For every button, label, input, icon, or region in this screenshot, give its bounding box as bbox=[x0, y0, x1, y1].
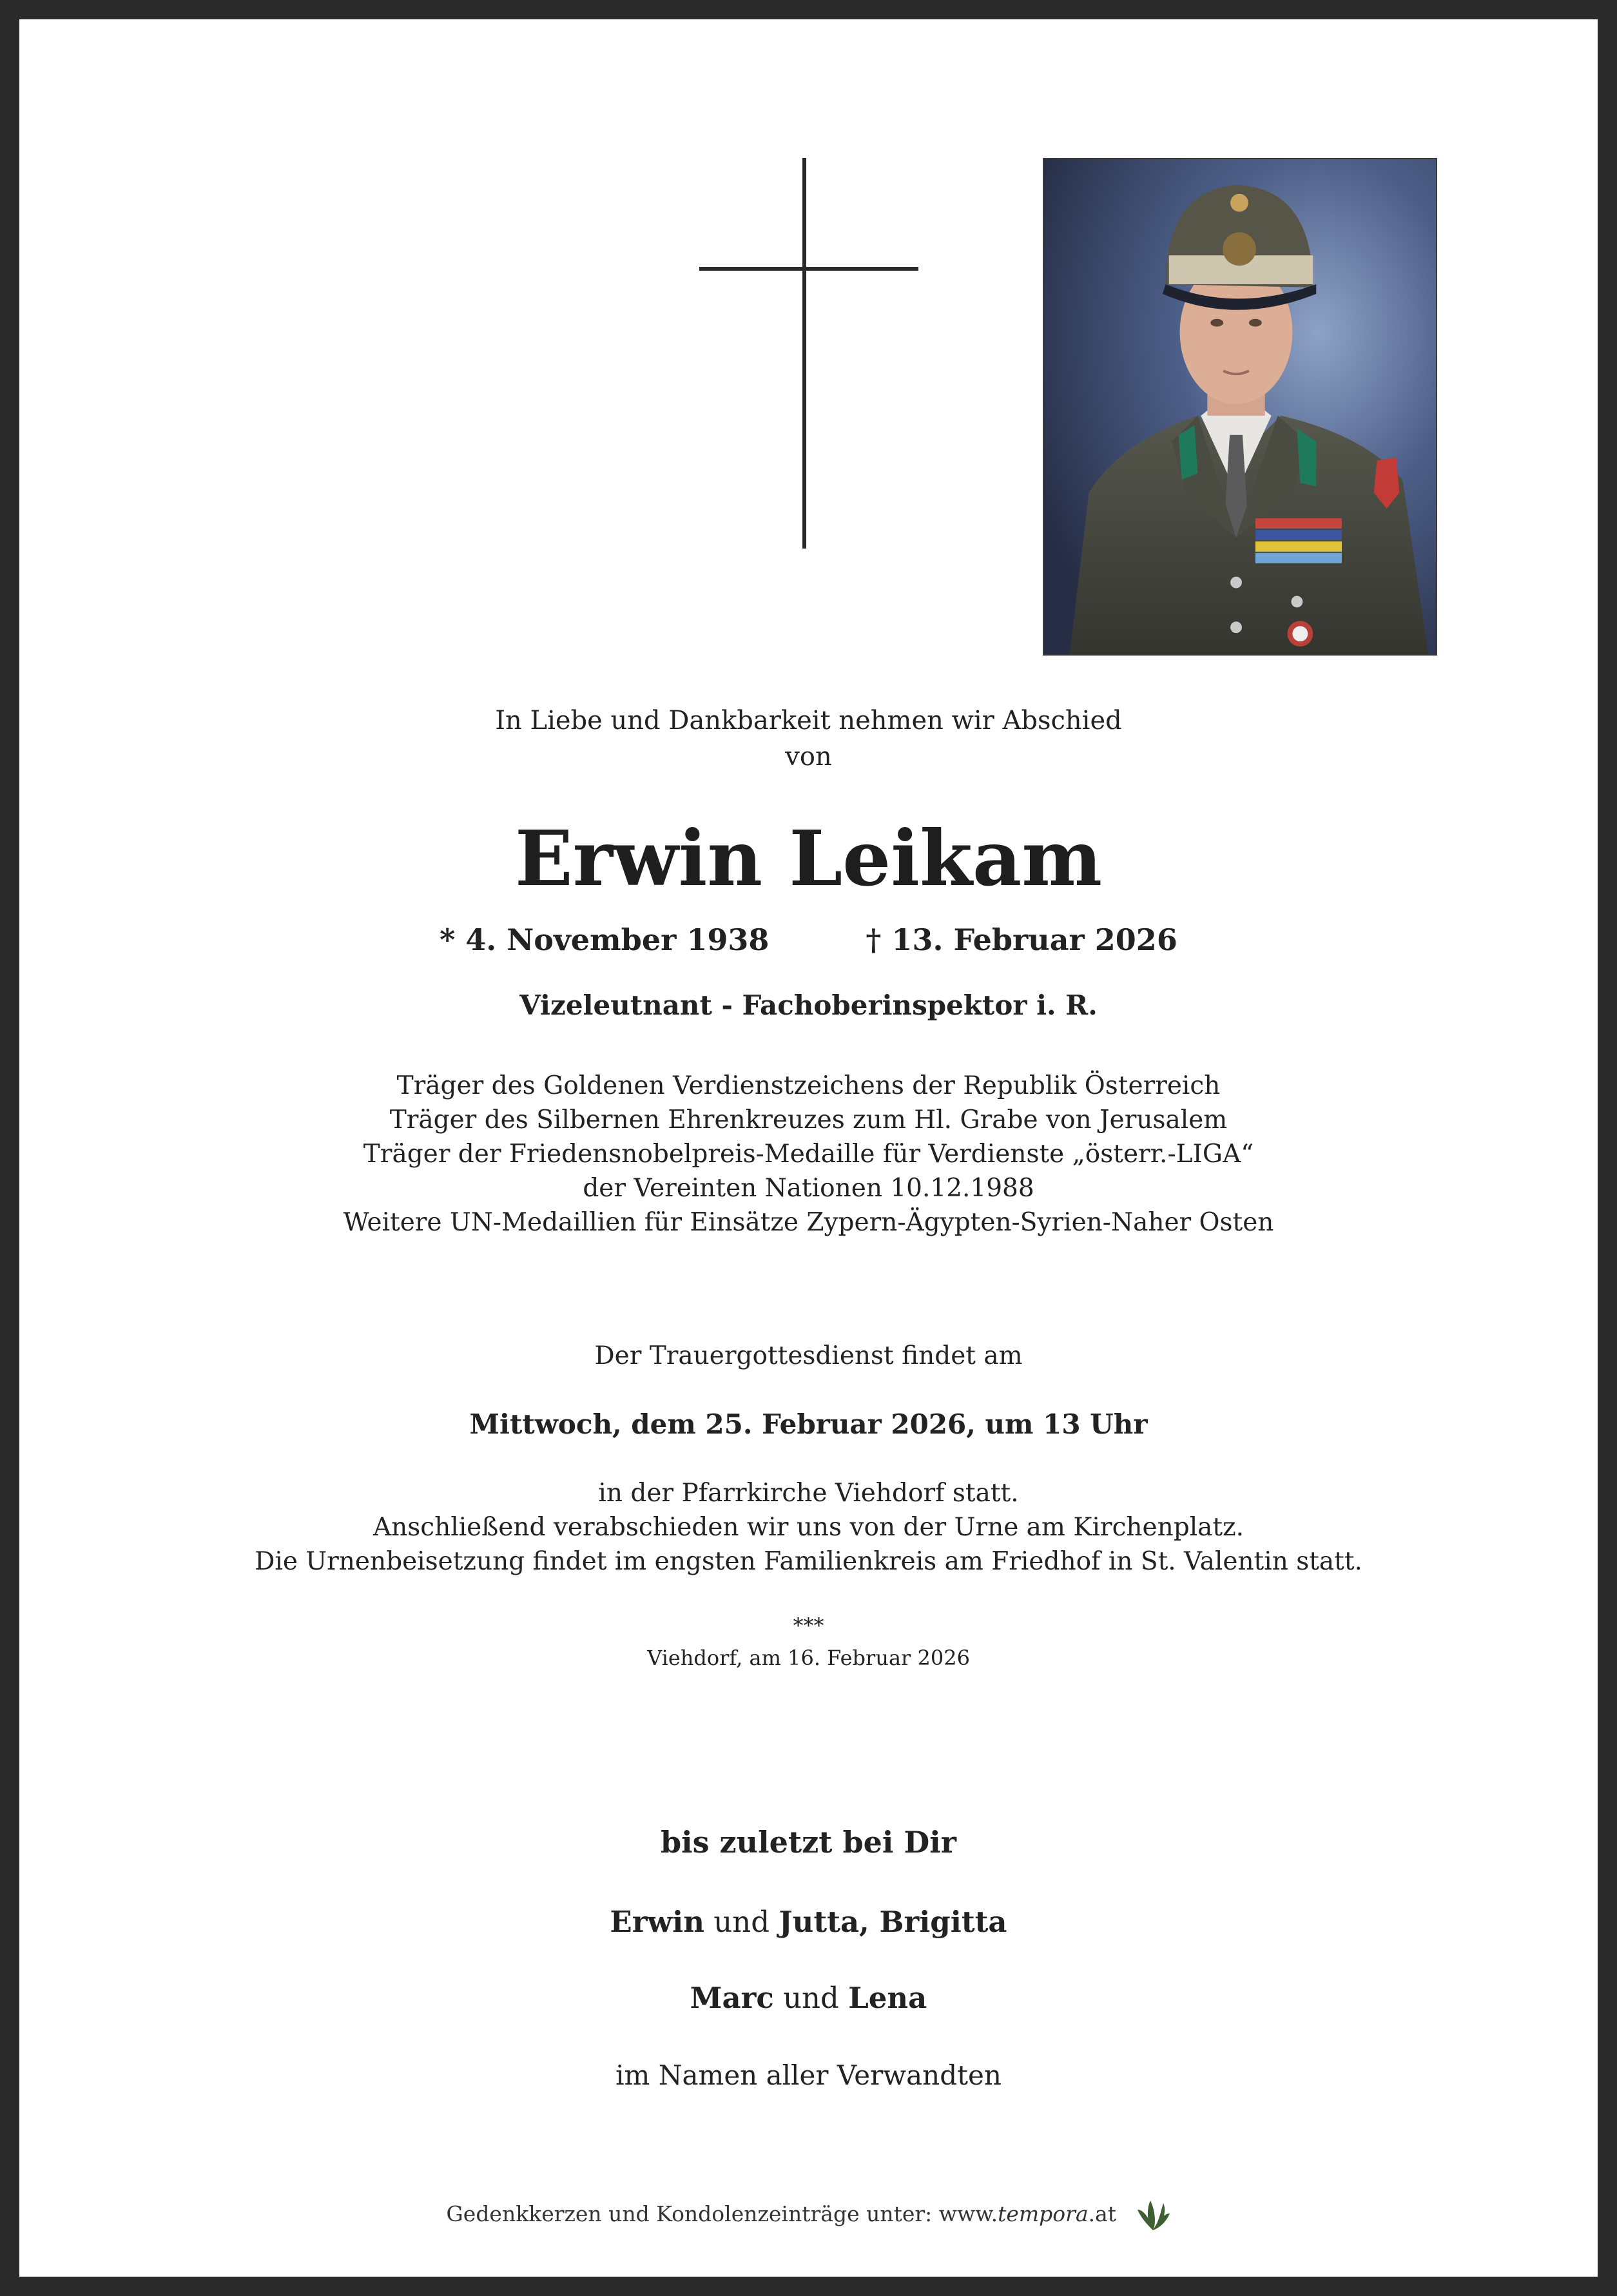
honors-list bbox=[19, 1069, 1598, 1240]
life-dates bbox=[19, 920, 1598, 959]
footer-link-tld[interactable]: .at bbox=[1088, 2201, 1117, 2226]
obituary-page bbox=[19, 19, 1598, 2277]
footer-text: Gedenkkerzen und Kondolenzeinträge unter: www. bbox=[446, 2201, 998, 2226]
mourner-name: Marc bbox=[690, 1981, 774, 2015]
mourners-line-1 bbox=[19, 1903, 1598, 1941]
honor-item: Träger des Silbernen Ehrenkreuzes zum Hl. Grabe von Jerusalem bbox=[389, 1105, 1228, 1134]
service-date: Mittwoch, dem 25. Februar 2026, um 13 Uhr bbox=[469, 1408, 1148, 1440]
portrait-photo bbox=[1043, 158, 1437, 656]
rank-title: Vizeleutnant - Fachoberinspektor i. R. bbox=[519, 989, 1098, 1021]
honor-item: Weitere UN-Medaillien für Einsätze Zypern-Ägypten-Syrien-Naher Osten bbox=[343, 1208, 1274, 1237]
mourner-name: Erwin bbox=[610, 1905, 704, 1939]
place-date: Viehdorf, am 16. Februar 2026 bbox=[647, 1646, 970, 1670]
conjunction: und bbox=[783, 1981, 839, 2015]
mourner-name: Jutta, Brigitta bbox=[779, 1905, 1007, 1939]
birth-date: * 4. November 1938 bbox=[440, 922, 770, 957]
honor-item: der Vereinten Nationen 10.12.1988 bbox=[583, 1174, 1034, 1203]
cross-icon-vertical bbox=[802, 158, 806, 549]
intro-text bbox=[19, 703, 1598, 775]
mourner-name: Lena bbox=[848, 1981, 927, 2015]
separator-stars: *** bbox=[793, 1613, 824, 1638]
deceased-name: Erwin Leikam bbox=[514, 813, 1103, 903]
mourners-line-2 bbox=[19, 1979, 1598, 2018]
intro-line-1: In Liebe und Dankbarkeit nehmen wir Abschied bbox=[495, 706, 1122, 735]
footer-link-brand[interactable]: tempora bbox=[998, 2201, 1089, 2226]
tempora-leaf-logo-icon bbox=[1135, 2199, 1171, 2232]
honor-item: Träger des Goldenen Verdienstzeichens der Republik Österreich bbox=[396, 1071, 1221, 1100]
relatives-line: im Namen aller Verwandten bbox=[615, 2059, 1002, 2091]
death-date: † 13. Februar 2026 bbox=[866, 922, 1177, 957]
intro-line-2: von bbox=[785, 742, 832, 772]
service-detail-line: in der Pfarrkirche Viehdorf statt. bbox=[598, 1479, 1019, 1508]
service-detail-line: Anschließend verabschieden wir uns von der Urne am Kirchenplatz. bbox=[373, 1513, 1244, 1542]
cross-icon-horizontal bbox=[699, 267, 918, 271]
service-detail-line: Die Urnenbeisetzung findet im engsten Familienkreis am Friedhof in St. Valentin statt. bbox=[255, 1547, 1362, 1576]
portrait-illustration-icon bbox=[1044, 159, 1436, 654]
service-intro: Der Trauergottesdienst findet am bbox=[594, 1341, 1023, 1370]
closing-line: bis zuletzt bei Dir bbox=[660, 1825, 956, 1860]
footer bbox=[19, 2198, 1598, 2232]
conjunction: und bbox=[713, 1905, 770, 1939]
honor-item: Träger der Friedensnobelpreis-Medaille für Verdienste „österr.-LIGA“ bbox=[363, 1140, 1254, 1169]
service-details bbox=[19, 1476, 1598, 1579]
